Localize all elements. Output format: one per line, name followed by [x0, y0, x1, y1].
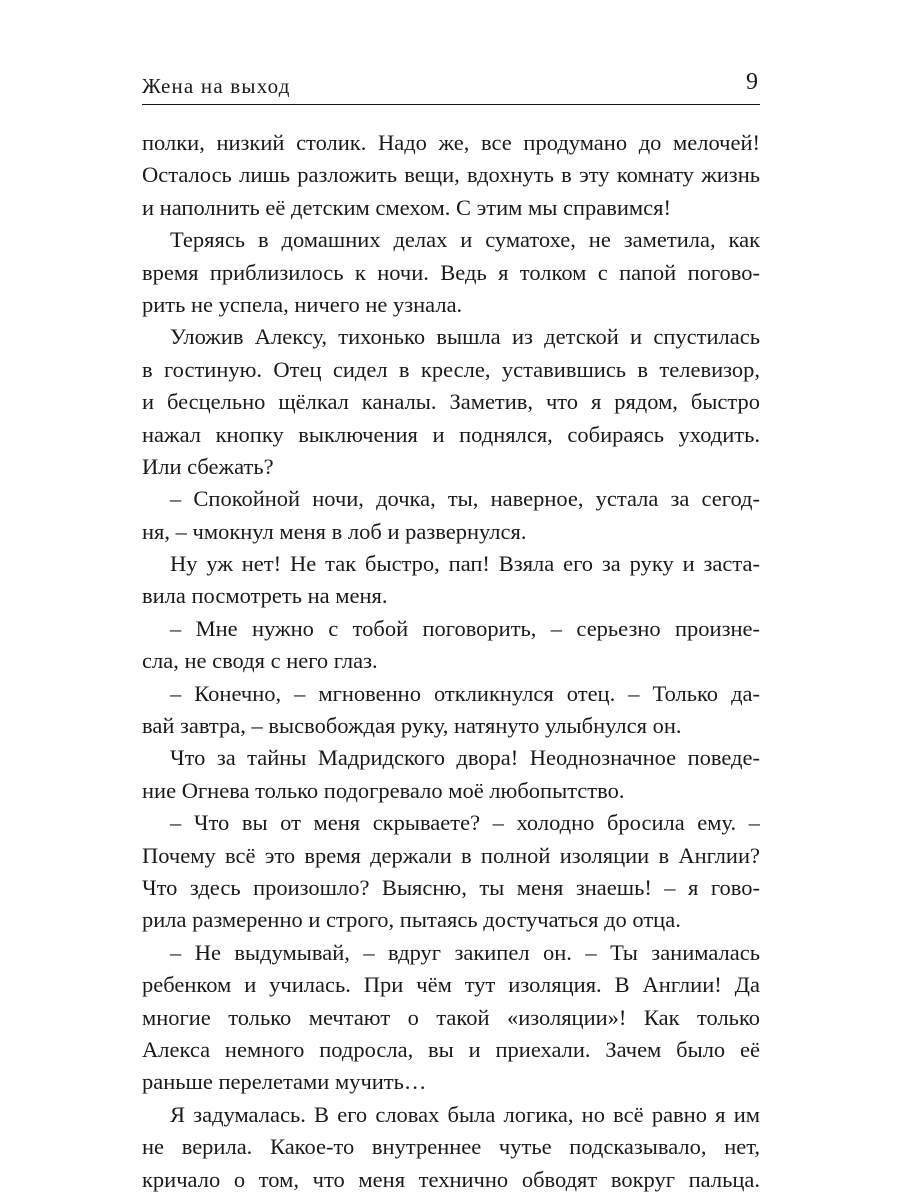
text-line: рила размеренно и строго, пытаясь достучаться до отца.: [142, 907, 681, 933]
text-line: Ну уж нет! Не так быстро, пап! Взяла его за руку и заста-: [170, 551, 760, 577]
text-line: и бесцельно щёлкал каналы. Заметив, что я рядом, быстро: [142, 389, 760, 415]
text-line: вай завтра, – высвобождая руку, натянуто улыбнулся он.: [142, 713, 682, 739]
text-line: – Не выдумывай, – вдруг закипел он. – Ты занималась: [170, 939, 760, 965]
text-line: время приблизилось к ночи. Ведь я толком с папой погово-: [142, 259, 760, 285]
text-line: ребенком и училась. При чём тут изоляция. В Англии! Да: [142, 972, 760, 998]
text-line: Осталось лишь разложить вещи, вдохнуть в эту комнату жизнь: [142, 162, 760, 188]
text-line: Я задумалась. В его словах была логика, но всё равно я им: [170, 1101, 760, 1127]
text-line: многие только мечтают о такой «изоляции»! Как только: [142, 1004, 760, 1030]
text-line: Уложив Алексу, тихонько вышла из детской и спустилась: [170, 324, 760, 350]
text-line: полки, низкий столик. Надо же, все продумано до мелочей!: [142, 130, 760, 155]
text-line: Что здесь произошло? Выясню, ты меня знаешь! – я гово-: [142, 874, 760, 900]
text-line: Почему всё это время держали в полной изоляции в Англии?: [142, 842, 760, 868]
text-line: – Конечно, – мгновенно откликнулся отец. – Только да-: [170, 680, 760, 706]
text-line: ние Огнева только подогревало моё любопытство.: [142, 777, 625, 803]
text-line: раньше перелетами мучить…: [142, 1069, 427, 1095]
text-line: вила посмотреть на меня.: [142, 583, 388, 609]
text-line: нажал кнопку выключения и поднялся, собираясь уходить.: [142, 421, 760, 447]
text-line: – Мне нужно с тобой поговорить, – серьезно произне-: [170, 615, 760, 641]
header-rule: [142, 104, 760, 105]
body-text: [142, 127, 760, 1196]
text-line: Теряясь в домашних делах и суматохе, не заметила, как: [170, 227, 760, 253]
text-line: кричало о том, что меня технично обводят вокруг пальца.: [142, 1166, 760, 1192]
text-line: рить не успела, ничего не узнала.: [142, 291, 463, 317]
page-number: 9: [746, 69, 758, 95]
text-line: не верила. Какое-то внутреннее чутье подсказывало, нет,: [142, 1134, 760, 1160]
text-line: Что за тайны Мадридского двора! Неоднозначное поведе-: [170, 745, 760, 771]
page-header: [142, 66, 760, 100]
text-line: и наполнить её детским смехом. С этим мы справимся!: [142, 194, 672, 220]
text-line: – Что вы от меня скрываете? – холодно бросила ему. –: [170, 810, 760, 836]
text-line: в гостиную. Отец сидел в кресле, уставившись в телевизор,: [142, 356, 760, 382]
text-line: – Спокойной ночи, дочка, ты, наверное, устала за сегод-: [170, 486, 760, 512]
text-line: Или сбежать?: [142, 453, 274, 479]
text-line: ня, – чмокнул меня в лоб и развернулся.: [142, 518, 527, 544]
running-title: Жена на выход: [142, 74, 291, 98]
text-line: Алекса немного подросла, вы и приехали. Зачем было её: [142, 1036, 760, 1062]
text-line: сла, не сводя с него глаз.: [142, 648, 378, 674]
